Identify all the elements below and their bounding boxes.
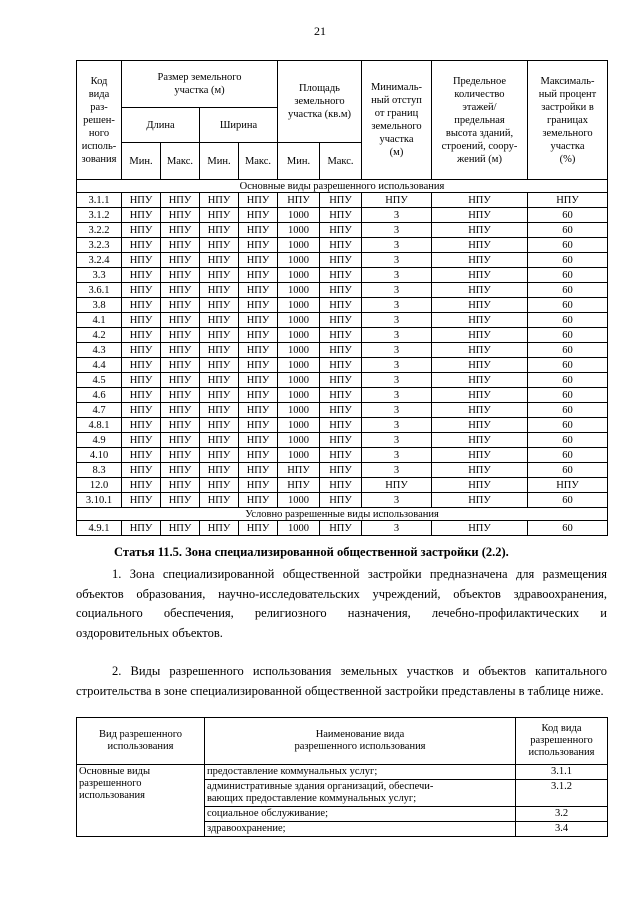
table-cell: 1000 [278, 403, 320, 418]
table-cell: НПУ [239, 208, 278, 223]
table-cell: 1000 [278, 493, 320, 508]
table-row [77, 765, 608, 780]
table-cell: НПУ [122, 493, 161, 508]
table-cell: 1000 [278, 448, 320, 463]
table-cell: НПУ [161, 253, 200, 268]
table-row [77, 521, 608, 536]
table-cell: 4.9.1 [77, 521, 122, 536]
table-cell: 60 [528, 418, 608, 433]
use-name: административные здания организаций, обеспечи- вающих предоставление коммунальных услуг; [205, 780, 516, 807]
table-row [77, 328, 608, 343]
table-cell: НПУ [161, 433, 200, 448]
table-cell: 3 [362, 313, 432, 328]
table-cell: НПУ [161, 223, 200, 238]
table-cell: 1000 [278, 433, 320, 448]
table-cell: 1000 [278, 238, 320, 253]
table-cell: НПУ [432, 358, 528, 373]
table-cell: 4.7 [77, 403, 122, 418]
table-cell: НПУ [432, 463, 528, 478]
table-cell: НПУ [200, 418, 239, 433]
table-cell: НПУ [239, 313, 278, 328]
table-cell: НПУ [320, 283, 362, 298]
table-row [77, 403, 608, 418]
table-cell: НПУ [320, 298, 362, 313]
table-cell: НПУ [200, 463, 239, 478]
table-cell: НПУ [432, 478, 528, 493]
header-area-max: Макс. [320, 143, 362, 180]
table-cell: НПУ [122, 283, 161, 298]
table-cell: НПУ [239, 193, 278, 208]
table-cell: НПУ [161, 238, 200, 253]
table-cell: НПУ [239, 238, 278, 253]
table-cell: НПУ [320, 463, 362, 478]
table-cell: НПУ [239, 478, 278, 493]
table-cell: НПУ [239, 328, 278, 343]
table-cell: НПУ [122, 208, 161, 223]
table-cell: НПУ [161, 298, 200, 313]
table-cell: НПУ [239, 298, 278, 313]
table-cell: НПУ [320, 478, 362, 493]
table-cell: НПУ [320, 208, 362, 223]
table-cell: НПУ [161, 208, 200, 223]
table-cell: 4.4 [77, 358, 122, 373]
header-max-coverage: Максималь- ный процент застройки в границах земельного участка (%) [528, 61, 608, 180]
table-cell: НПУ [239, 268, 278, 283]
table-cell: НПУ [239, 418, 278, 433]
table-cell: 1000 [278, 328, 320, 343]
header-length-max: Макс. [161, 143, 200, 180]
table-cell: 3 [362, 253, 432, 268]
table-cell: НПУ [161, 268, 200, 283]
table-cell: 1000 [278, 343, 320, 358]
table-cell: 3.6.1 [77, 283, 122, 298]
table-cell: НПУ [362, 478, 432, 493]
table-row [77, 373, 608, 388]
table-cell: 3 [362, 448, 432, 463]
table-row [77, 448, 608, 463]
table-cell: 3.1.2 [77, 208, 122, 223]
table-cell: НПУ [122, 373, 161, 388]
table-cell: НПУ [200, 373, 239, 388]
table-cell: НПУ [122, 478, 161, 493]
table-cell: НПУ [278, 478, 320, 493]
table-cell: НПУ [122, 298, 161, 313]
table-cell: 3.10.1 [77, 493, 122, 508]
header-max-floors: Предельное количество этажей/ предельная высота зданий, строений, соору- жений (м) [432, 61, 528, 180]
table-cell: НПУ [432, 223, 528, 238]
table-cell: 4.8.1 [77, 418, 122, 433]
table-cell: 60 [528, 343, 608, 358]
table-cell: НПУ [432, 313, 528, 328]
table-cell: НПУ [239, 223, 278, 238]
table-cell: 60 [528, 283, 608, 298]
table-cell: НПУ [362, 193, 432, 208]
table-cell: 3.1.1 [77, 193, 122, 208]
table-row [77, 493, 608, 508]
header-area-min: Мин. [278, 143, 320, 180]
table-cell: НПУ [320, 328, 362, 343]
paragraph-2: 2. Виды разрешенного использования земельных участков и объектов капитального строительства в зоне специализированной общественной застройки представлены в таблице ниже. [76, 664, 607, 698]
table-cell: НПУ [122, 238, 161, 253]
section-label: Условно разрешенные виды использования [77, 508, 608, 521]
table-cell: НПУ [432, 283, 528, 298]
section-main-uses [77, 180, 608, 193]
table-cell: НПУ [200, 253, 239, 268]
table-cell: НПУ [200, 208, 239, 223]
table-cell: 1000 [278, 313, 320, 328]
table-cell: НПУ [161, 358, 200, 373]
table-cell: НПУ [200, 283, 239, 298]
table-cell: НПУ [320, 448, 362, 463]
table-cell: НПУ [239, 403, 278, 418]
table-cell: 8.3 [77, 463, 122, 478]
table-cell: 1000 [278, 223, 320, 238]
table-cell: 3 [362, 521, 432, 536]
table-cell: 1000 [278, 388, 320, 403]
table-cell: НПУ [239, 283, 278, 298]
table-cell: НПУ [432, 343, 528, 358]
table-cell: НПУ [320, 403, 362, 418]
table-cell: НПУ [432, 193, 528, 208]
table-cell: НПУ [239, 358, 278, 373]
table-cell: 1000 [278, 418, 320, 433]
table-cell: 60 [528, 328, 608, 343]
table-cell: НПУ [122, 223, 161, 238]
table-cell: НПУ [200, 343, 239, 358]
header-min-setback: Минималь- ный отступ от границ земельного участка (м) [362, 61, 432, 180]
table-row [77, 358, 608, 373]
header-use-code: Код вида разрешенного использования [516, 718, 608, 765]
header-width-min: Мин. [200, 143, 239, 180]
table-cell: 60 [528, 463, 608, 478]
table-cell: НПУ [161, 283, 200, 298]
table-cell: НПУ [161, 418, 200, 433]
table-cell: 60 [528, 253, 608, 268]
table-cell: НПУ [161, 193, 200, 208]
table-row [77, 223, 608, 238]
table-cell: 1000 [278, 373, 320, 388]
table-cell: 1000 [278, 298, 320, 313]
table-cell: 3 [362, 463, 432, 478]
table-cell: НПУ [432, 328, 528, 343]
table-row [77, 193, 608, 208]
table-cell: 60 [528, 433, 608, 448]
table-cell: 4.5 [77, 373, 122, 388]
table-cell: 3 [362, 268, 432, 283]
header-length: Длина [122, 108, 200, 143]
table-cell: 4.3 [77, 343, 122, 358]
table-cell: НПУ [200, 193, 239, 208]
table-cell: НПУ [278, 463, 320, 478]
table-cell: НПУ [122, 403, 161, 418]
use-code: 3.2 [516, 807, 608, 822]
table-cell: НПУ [320, 388, 362, 403]
table-cell: 3 [362, 208, 432, 223]
table-row [77, 463, 608, 478]
table-cell: НПУ [320, 343, 362, 358]
table-cell: НПУ [432, 388, 528, 403]
table-cell: 3 [362, 223, 432, 238]
header-plot-size: Размер земельного участка (м) [122, 61, 278, 108]
table-cell: НПУ [432, 298, 528, 313]
table-cell: НПУ [320, 521, 362, 536]
table-cell: НПУ [528, 478, 608, 493]
header-code: Код вида раз- решен- ного исполь- зования [77, 61, 122, 180]
table-row [77, 388, 608, 403]
article-title: Статья 11.5. Зона специализированной общественной застройки (2.2). [114, 545, 509, 559]
table-cell: НПУ [200, 521, 239, 536]
table-cell: НПУ [239, 448, 278, 463]
table-row [77, 478, 608, 493]
table-cell: НПУ [432, 433, 528, 448]
table-row [77, 253, 608, 268]
table-cell: НПУ [122, 253, 161, 268]
table-cell: НПУ [122, 358, 161, 373]
table-cell: 3 [362, 433, 432, 448]
table-cell: 3.8 [77, 298, 122, 313]
table-cell: НПУ [320, 358, 362, 373]
table-cell: НПУ [161, 478, 200, 493]
zoning-parameters-table [76, 60, 608, 536]
table-cell: НПУ [320, 313, 362, 328]
table-cell: 3 [362, 373, 432, 388]
table-cell: НПУ [161, 328, 200, 343]
table-cell: НПУ [161, 493, 200, 508]
table-cell: НПУ [239, 493, 278, 508]
table-cell: 3 [362, 343, 432, 358]
table-cell: НПУ [122, 313, 161, 328]
table-cell: НПУ [432, 493, 528, 508]
table-cell: НПУ [122, 328, 161, 343]
table-cell: 3 [362, 358, 432, 373]
table-cell: НПУ [432, 208, 528, 223]
table-row [77, 268, 608, 283]
section-conditional-uses [77, 508, 608, 521]
table-cell: НПУ [239, 373, 278, 388]
table-cell: 3 [362, 328, 432, 343]
table-cell: НПУ [239, 253, 278, 268]
table-cell: НПУ [320, 268, 362, 283]
paragraph-1: 1. Зона специализированной общественной застройки предназначена для размещения объектов образования, научно-исследовательских учреждений, объектов здравоохранения, социального обеспечения, религиозного назначения, лечебно-профилактических и оздоровительных объектов. [76, 567, 607, 640]
table-cell: НПУ [122, 448, 161, 463]
table-cell: НПУ [239, 463, 278, 478]
table-cell: 60 [528, 403, 608, 418]
table-cell: 60 [528, 298, 608, 313]
table-cell: НПУ [432, 373, 528, 388]
table-cell: 3 [362, 493, 432, 508]
table-row [77, 208, 608, 223]
table-cell: НПУ [200, 448, 239, 463]
table-cell: НПУ [432, 448, 528, 463]
table-cell: 3.2.2 [77, 223, 122, 238]
page-number: 21 [314, 24, 326, 38]
table-cell: 12.0 [77, 478, 122, 493]
table-cell: 3 [362, 388, 432, 403]
table-cell: НПУ [432, 268, 528, 283]
table-cell: 1000 [278, 358, 320, 373]
header-length-min: Мин. [122, 143, 161, 180]
header-use-type: Вид разрешенного использования [77, 718, 205, 765]
table-row [77, 283, 608, 298]
table-cell: НПУ [432, 403, 528, 418]
table-cell: НПУ [200, 238, 239, 253]
table-cell: НПУ [122, 463, 161, 478]
table-cell: НПУ [161, 521, 200, 536]
table-cell: НПУ [122, 521, 161, 536]
table-cell: НПУ [239, 433, 278, 448]
table-cell: НПУ [161, 343, 200, 358]
table-cell: 1000 [278, 521, 320, 536]
table-cell: 3 [362, 403, 432, 418]
use-code: 3.1.2 [516, 780, 608, 807]
table-cell: НПУ [161, 448, 200, 463]
table-cell: НПУ [320, 373, 362, 388]
header-width-max: Макс. [239, 143, 278, 180]
table-cell: 4.1 [77, 313, 122, 328]
table-cell: НПУ [320, 193, 362, 208]
table-cell: НПУ [122, 388, 161, 403]
table-cell: НПУ [432, 253, 528, 268]
table-cell: 60 [528, 268, 608, 283]
table-row [77, 313, 608, 328]
table-cell: НПУ [200, 358, 239, 373]
table-cell: 60 [528, 388, 608, 403]
table-cell: НПУ [161, 373, 200, 388]
table-row [77, 238, 608, 253]
use-name: здравоохранение; [205, 822, 516, 837]
table-cell: НПУ [200, 403, 239, 418]
table-cell: НПУ [200, 268, 239, 283]
table-row [77, 343, 608, 358]
use-name: социальное обслуживание; [205, 807, 516, 822]
table-cell: НПУ [239, 388, 278, 403]
table-row [77, 418, 608, 433]
table-cell: 4.2 [77, 328, 122, 343]
table-row [77, 433, 608, 448]
table-cell: 1000 [278, 283, 320, 298]
table-cell: НПУ [161, 463, 200, 478]
table-cell: 60 [528, 208, 608, 223]
group-label: Основные виды разрешенного использования [77, 765, 205, 837]
table-cell: 60 [528, 238, 608, 253]
table-cell: НПУ [200, 493, 239, 508]
permitted-uses-table [76, 717, 608, 837]
use-name: предоставление коммунальных услуг; [205, 765, 516, 780]
table-cell: 4.6 [77, 388, 122, 403]
table-cell: 60 [528, 223, 608, 238]
table-cell: НПУ [320, 253, 362, 268]
header-width: Ширина [200, 108, 278, 143]
table-cell: НПУ [200, 433, 239, 448]
section-label: Основные виды разрешенного использования [77, 180, 608, 193]
table-cell: НПУ [239, 343, 278, 358]
table-cell: НПУ [122, 268, 161, 283]
header-use-name: Наименование вида разрешенного использования [205, 718, 516, 765]
table-cell: НПУ [122, 418, 161, 433]
table-cell: НПУ [200, 328, 239, 343]
table-cell: 60 [528, 313, 608, 328]
table-cell: НПУ [200, 313, 239, 328]
table-cell: 60 [528, 521, 608, 536]
use-code: 3.1.1 [516, 765, 608, 780]
table-cell: НПУ [200, 298, 239, 313]
table-cell: 1000 [278, 208, 320, 223]
header-area: Площадь земельного участка (кв.м) [278, 61, 362, 143]
table-cell: НПУ [161, 403, 200, 418]
table-cell: НПУ [432, 238, 528, 253]
table-cell: 3 [362, 298, 432, 313]
table-cell: НПУ [432, 521, 528, 536]
table-cell: 4.9 [77, 433, 122, 448]
table-cell: НПУ [122, 433, 161, 448]
table-cell: НПУ [200, 388, 239, 403]
table-cell: 1000 [278, 268, 320, 283]
table-cell: НПУ [200, 478, 239, 493]
table-cell: 3.2.3 [77, 238, 122, 253]
table-cell: 4.10 [77, 448, 122, 463]
table-cell: 60 [528, 493, 608, 508]
table-cell: НПУ [432, 418, 528, 433]
table-cell: НПУ [239, 521, 278, 536]
table-cell: НПУ [122, 193, 161, 208]
table-cell: НПУ [320, 433, 362, 448]
table-cell: 60 [528, 358, 608, 373]
table-cell: 1000 [278, 253, 320, 268]
table-cell: НПУ [278, 193, 320, 208]
table-cell: 60 [528, 448, 608, 463]
table-cell: НПУ [528, 193, 608, 208]
table-cell: НПУ [200, 223, 239, 238]
table-cell: 3.2.4 [77, 253, 122, 268]
table-cell: 3.3 [77, 268, 122, 283]
table-cell: НПУ [122, 343, 161, 358]
table-cell: 3 [362, 283, 432, 298]
table-cell: НПУ [320, 223, 362, 238]
table-cell: 3 [362, 418, 432, 433]
table-cell: НПУ [320, 418, 362, 433]
table-cell: НПУ [161, 388, 200, 403]
table-row [77, 298, 608, 313]
table-cell: НПУ [161, 313, 200, 328]
table-cell: НПУ [320, 493, 362, 508]
table-cell: НПУ [320, 238, 362, 253]
table-cell: 60 [528, 373, 608, 388]
table-cell: 3 [362, 238, 432, 253]
use-code: 3.4 [516, 822, 608, 837]
